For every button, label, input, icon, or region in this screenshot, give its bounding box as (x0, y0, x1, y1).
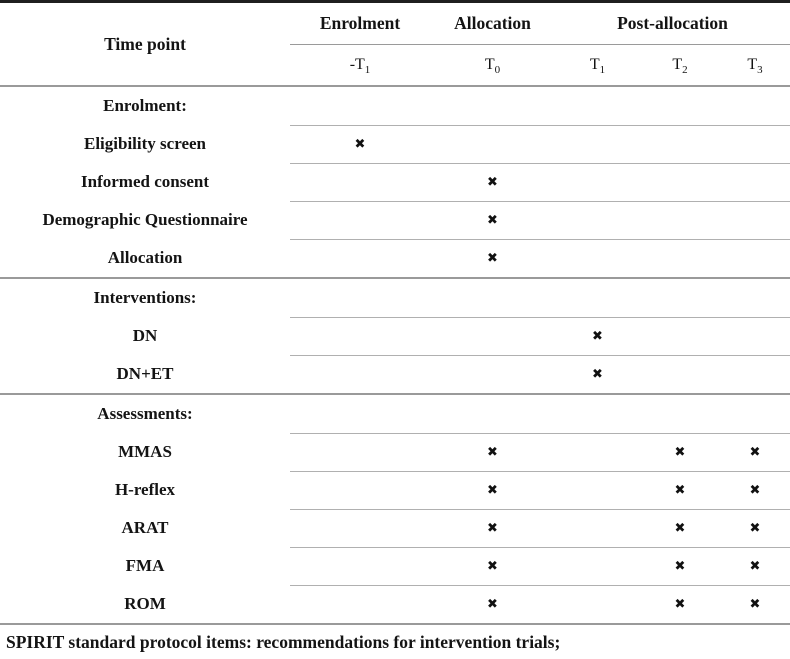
corner-label-time-point: Time point (104, 33, 186, 54)
row-marks (290, 433, 790, 471)
mark-cell: ✖ (487, 559, 498, 574)
timepoint-base: -T (349, 56, 365, 73)
row-rom (0, 585, 790, 623)
table-caption: SPIRIT standard protocol items: recommendations for intervention trials; (0, 623, 790, 659)
row-marks (290, 201, 790, 239)
mark-cell: ✖ (749, 597, 761, 612)
row-label: H-reflex (114, 480, 176, 499)
row-label: ARAT (121, 518, 169, 537)
mark-cell (720, 240, 790, 277)
mark-cell (640, 126, 720, 163)
timepoint-base: T (484, 56, 495, 73)
mark-cell: ✖ (354, 137, 366, 152)
timepoint-t2 (640, 56, 720, 77)
mark-cell (555, 395, 640, 433)
mark-cell (640, 356, 720, 393)
row-label: Interventions: (93, 288, 197, 307)
row-marks (290, 585, 790, 623)
row-marks (290, 471, 790, 509)
mark-cell (290, 164, 430, 201)
mark-cell: ✖ (674, 445, 686, 460)
row-marks (290, 317, 790, 355)
row-label: Allocation (107, 248, 183, 267)
row-marks (290, 125, 790, 163)
timepoint-t3 (720, 56, 790, 77)
row-marks (290, 547, 790, 585)
mark-cell (430, 126, 555, 163)
mark-cell (720, 318, 790, 355)
mark-cell (290, 87, 430, 125)
group-header-enrolment: Enrolment (319, 13, 401, 33)
row-label: Enrolment: (103, 96, 187, 115)
mark-cell (555, 202, 640, 239)
mark-cell (290, 395, 430, 433)
timepoint-base: T (589, 56, 600, 73)
mark-cell (290, 548, 430, 585)
row-label: Eligibility screen (84, 134, 206, 153)
row-marks (290, 279, 790, 317)
timepoint-t1 (555, 56, 640, 77)
row-label: Assessments: (97, 404, 193, 423)
mark-cell (290, 434, 430, 471)
mark-cell (290, 472, 430, 509)
mark-cell (430, 87, 555, 125)
timepoint-sub: 0 (494, 64, 501, 77)
mark-cell (720, 126, 790, 163)
mark-cell: ✖ (487, 483, 498, 498)
mark-cell (640, 318, 720, 355)
timepoint-t0 (430, 56, 555, 77)
mark-cell (720, 202, 790, 239)
mark-cell (290, 202, 430, 239)
row-enrolment-section (0, 87, 790, 125)
mark-cell: ✖ (487, 175, 498, 190)
row-label: Demographic Questionnaire (42, 210, 248, 229)
mark-cell (640, 279, 720, 317)
row-marks (290, 163, 790, 201)
header-right (290, 3, 790, 85)
mark-cell (720, 356, 790, 393)
mark-cell (555, 434, 640, 471)
mark-cell: ✖ (674, 483, 686, 498)
row-allocation (0, 239, 790, 277)
row-label: Informed consent (81, 172, 209, 191)
mark-cell: ✖ (749, 521, 761, 536)
row-interventions-section (0, 277, 790, 317)
mark-cell (640, 164, 720, 201)
row-assessments-section (0, 393, 790, 433)
mark-cell: ✖ (487, 597, 498, 612)
row-dn-et (0, 355, 790, 393)
mark-cell (290, 240, 430, 277)
mark-cell (290, 356, 430, 393)
group-header-allocation: Allocation (454, 13, 531, 33)
table-header (0, 3, 790, 87)
mark-cell (430, 395, 555, 433)
row-mmas (0, 433, 790, 471)
mark-cell (640, 87, 720, 125)
row-label: DN (132, 326, 158, 345)
mark-cell (555, 164, 640, 201)
mark-cell: ✖ (674, 597, 686, 612)
mark-cell (555, 472, 640, 509)
mark-cell (640, 202, 720, 239)
timepoint-header-row (290, 45, 790, 85)
mark-cell: ✖ (487, 213, 498, 228)
row-label: ROM (124, 594, 166, 613)
mark-cell (290, 318, 430, 355)
mark-cell (555, 586, 640, 623)
mark-cell (555, 279, 640, 317)
mark-cell: ✖ (487, 521, 498, 536)
mark-cell (290, 279, 430, 317)
mark-cell (290, 586, 430, 623)
mark-cell (430, 279, 555, 317)
row-eligibility-screen (0, 125, 790, 163)
mark-cell: ✖ (487, 251, 498, 266)
mark-cell (430, 356, 555, 393)
row-fma (0, 547, 790, 585)
timepoint-sub: 3 (757, 64, 763, 77)
mark-cell (555, 548, 640, 585)
timepoint-sub: 1 (364, 64, 371, 77)
mark-cell: ✖ (749, 483, 761, 498)
mark-cell: ✖ (592, 329, 603, 344)
mark-cell (720, 164, 790, 201)
row-informed-consent (0, 163, 790, 201)
mark-cell: ✖ (592, 367, 603, 382)
row-marks (290, 239, 790, 277)
mark-cell (720, 395, 790, 433)
mark-cell (430, 318, 555, 355)
row-arat (0, 509, 790, 547)
mark-cell (555, 510, 640, 547)
row-h-reflex (0, 471, 790, 509)
row-marks (290, 87, 790, 125)
mark-cell: ✖ (674, 521, 686, 536)
mark-cell: ✖ (487, 445, 498, 460)
mark-cell (555, 126, 640, 163)
mark-cell (290, 510, 430, 547)
mark-cell: ✖ (674, 559, 686, 574)
row-label: MMAS (118, 442, 172, 461)
mark-cell (555, 240, 640, 277)
timepoint-sub: 2 (682, 64, 688, 77)
timepoint-minus-t1 (290, 56, 430, 77)
row-marks (290, 395, 790, 433)
timepoint-base: T (672, 56, 683, 73)
timepoint-sub: 1 (599, 64, 606, 77)
group-header-post-allocation: Post-allocation (617, 13, 728, 33)
timepoint-base: T (747, 56, 758, 73)
mark-cell: ✖ (749, 445, 761, 460)
row-label: DN+ET (116, 364, 174, 383)
row-marks (290, 355, 790, 393)
row-label: FMA (125, 556, 165, 575)
mark-cell: ✖ (749, 559, 761, 574)
row-demographic-questionnaire (0, 201, 790, 239)
mark-cell (640, 240, 720, 277)
row-marks (290, 509, 790, 547)
group-header-row (290, 3, 790, 45)
mark-cell (640, 395, 720, 433)
mark-cell (720, 87, 790, 125)
row-dn (0, 317, 790, 355)
mark-cell (555, 87, 640, 125)
mark-cell (720, 279, 790, 317)
